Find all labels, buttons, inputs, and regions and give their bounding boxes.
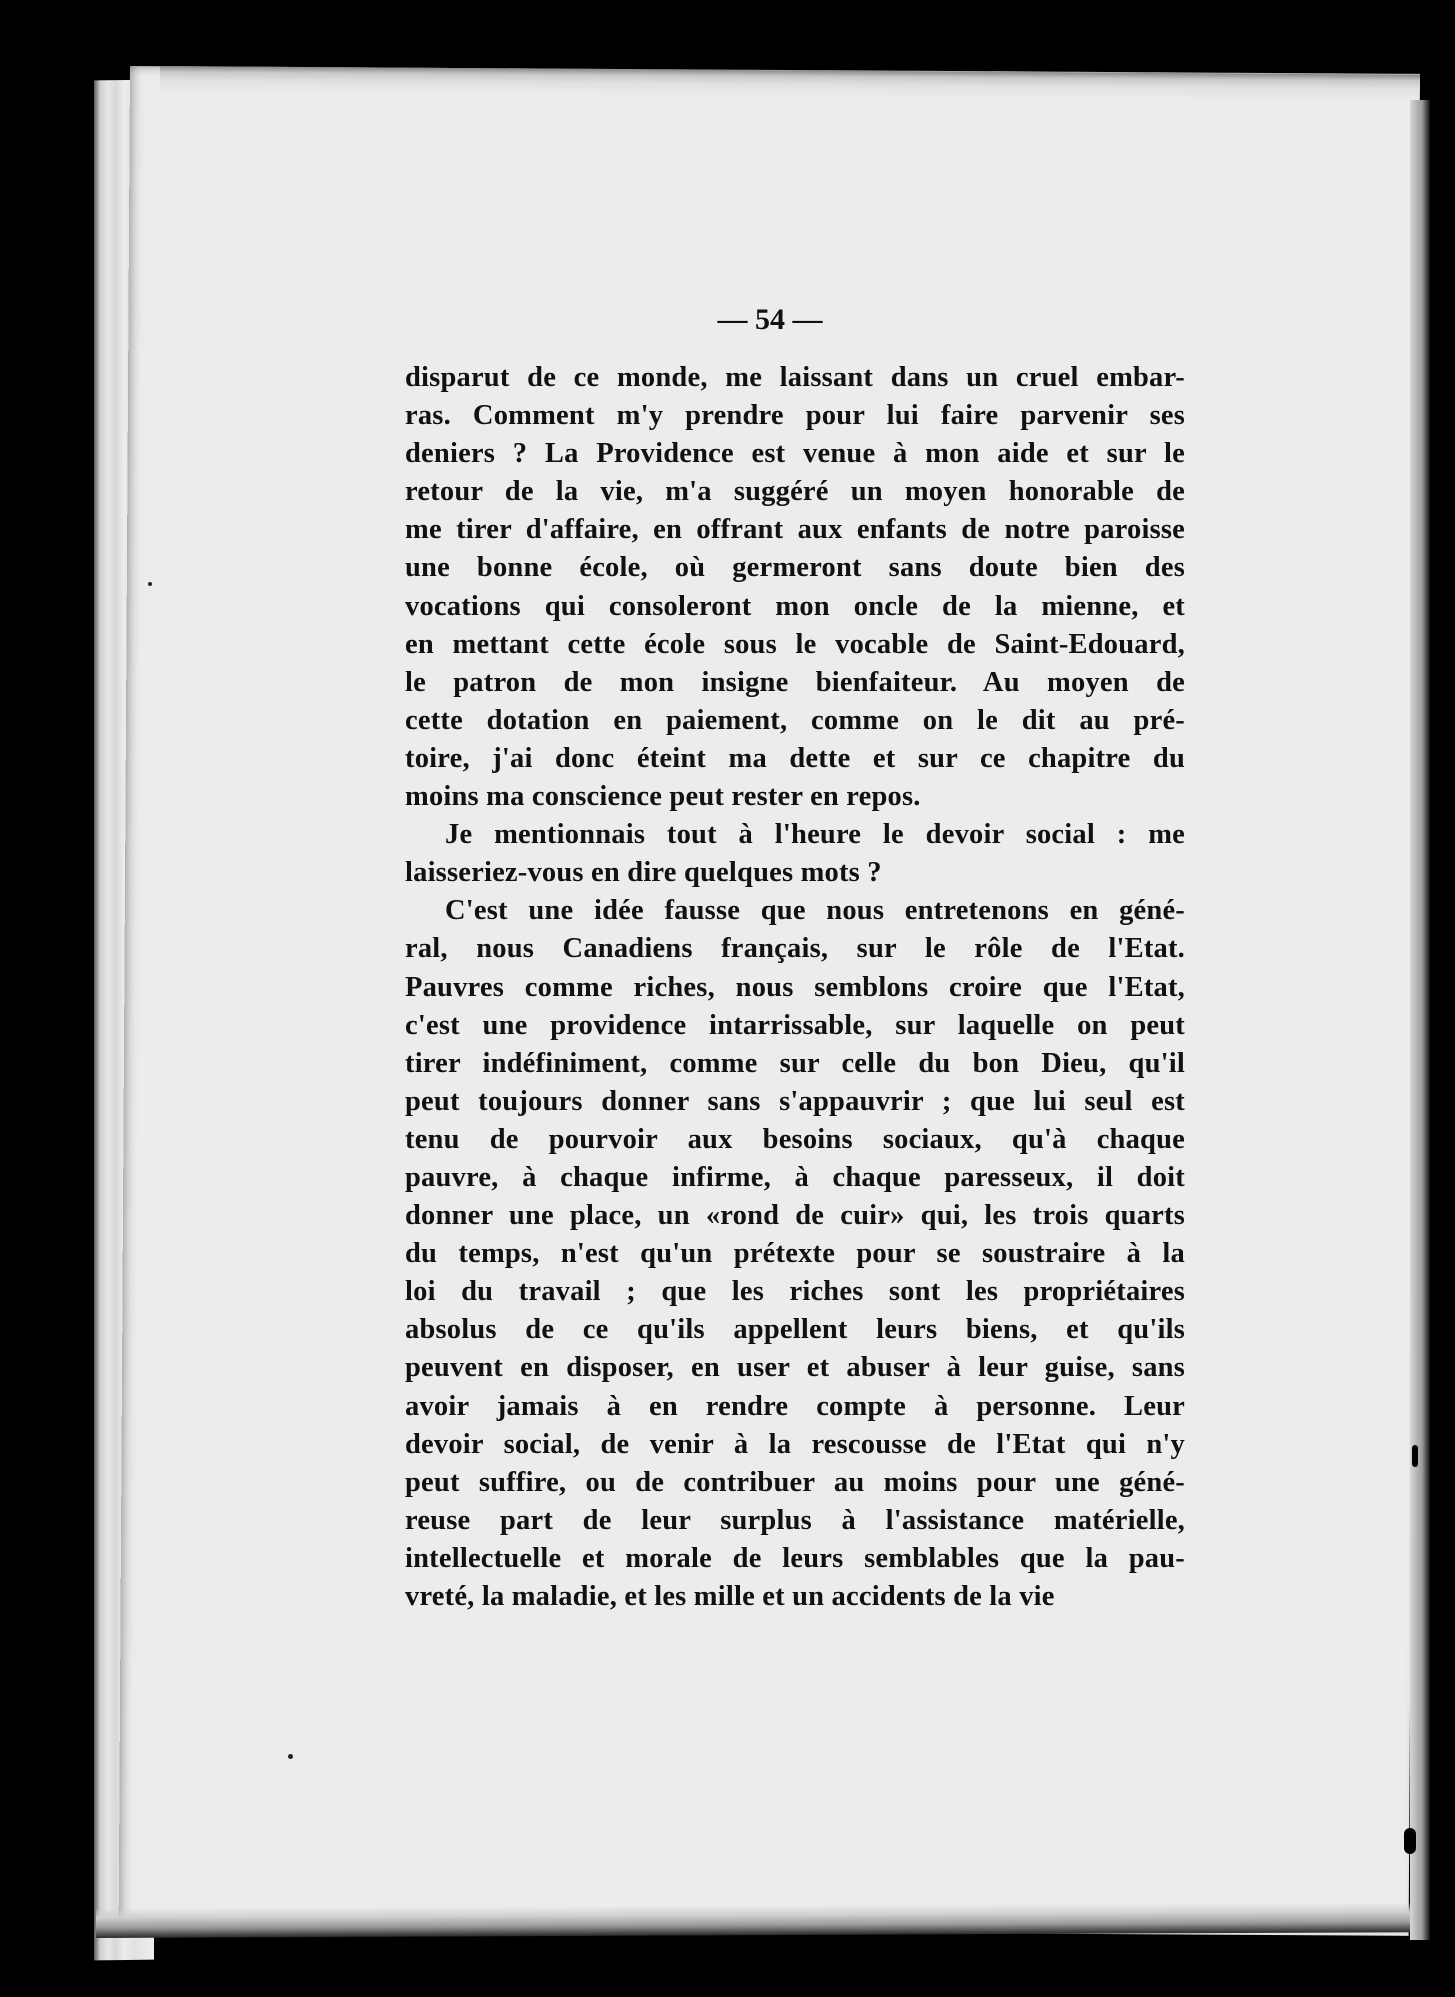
speck [148,582,152,586]
text-line: vocations qui consoleront mon oncle de la mienne, et [405,590,1185,622]
text-line: peuvent en disposer, en user et abuser à leur guise, sans [405,1352,1185,1384]
body-text [405,359,1185,1616]
text-line: disparut de ce monde, me laissant dans un cruel embar- [405,362,1185,393]
text-line: reuse part de leur surplus à l'assistance matérielle, [405,1504,1185,1536]
text-line: Je mentionnais tout à l'heure le devoir social : me [445,819,1185,851]
text-line: loi du travail ; que les riches sont les propriétaires [405,1276,1185,1308]
background-right [1430,0,1455,1997]
text-line: une bonne école, où germeront sans doute bien des [405,552,1185,584]
text-line: moins ma conscience peut rester en repos. [405,781,921,813]
page-right-edge [1410,100,1430,1940]
text-line: du temps, n'est qu'un prétexte pour se soustraire à la [405,1238,1185,1270]
text-line: en mettant cette école sous le vocable de Saint-Edouard, [405,628,1185,660]
page-bottom-edge [96,1902,1426,1938]
text-line: deniers ? La Providence est venue à mon aide et sur le [405,438,1185,470]
text-line: peut suffire, ou de contribuer au moins pour une géné- [405,1466,1185,1498]
text-line: C'est une idée fausse que nous entretenons en géné- [445,895,1185,927]
text-line: laisseriez-vous en dire quelques mots ? [405,857,882,889]
text-line: donner une place, un «rond de cuir» qui, les trois quarts [405,1200,1185,1232]
speck [1404,1828,1416,1854]
text-line: devoir social, de venir à la rescousse de l'Etat qui n'y [405,1428,1185,1460]
text-line: cette dotation en paiement, comme on le dit au pré- [405,704,1185,736]
text-line: toire, j'ai donc éteint ma dette et sur ce chapitre du [405,742,1185,774]
text-line: ras. Comment m'y prendre pour lui faire parvenir ses [405,400,1185,432]
text-line: tenu de pourvoir aux besoins sociaux, qu'à chaque [405,1123,1185,1155]
text-line: intellectuelle et morale de leurs semblables que la pau- [405,1542,1185,1574]
page-number: — 54 — [717,303,823,336]
text-line: me tirer d'affaire, en offrant aux enfants de notre paroisse [405,514,1185,546]
speck [288,1754,293,1759]
text-line: peut toujours donner sans s'appauvrir ; que lui seul est [405,1085,1185,1117]
text-line: tirer indéfiniment, comme sur celle du bon Dieu, qu'il [405,1047,1185,1079]
text-line: c'est une providence intarrissable, sur laquelle on peut [405,1009,1185,1041]
text-line: ral, nous Canadiens français, sur le rôle de l'Etat. [405,933,1185,965]
text-line: avoir jamais à en rendre compte à personne. Leur [405,1390,1185,1422]
text-line: absolus de ce qu'ils appellent leurs biens, et qu'ils [405,1314,1185,1346]
text-line: retour de la vie, m'a suggéré un moyen honorable de [405,476,1185,508]
text-line: le patron de mon insigne bienfaiteur. Au moyen de [405,666,1185,698]
speck [1412,1445,1418,1467]
text-line: vreté, la maladie, et les mille et un accidents de la vie [405,1581,1055,1612]
text-line: Pauvres comme riches, nous semblons croire que l'Etat, [405,971,1185,1003]
text-line: pauvre, à chaque infirme, à chaque paresseux, il doit [405,1161,1185,1193]
